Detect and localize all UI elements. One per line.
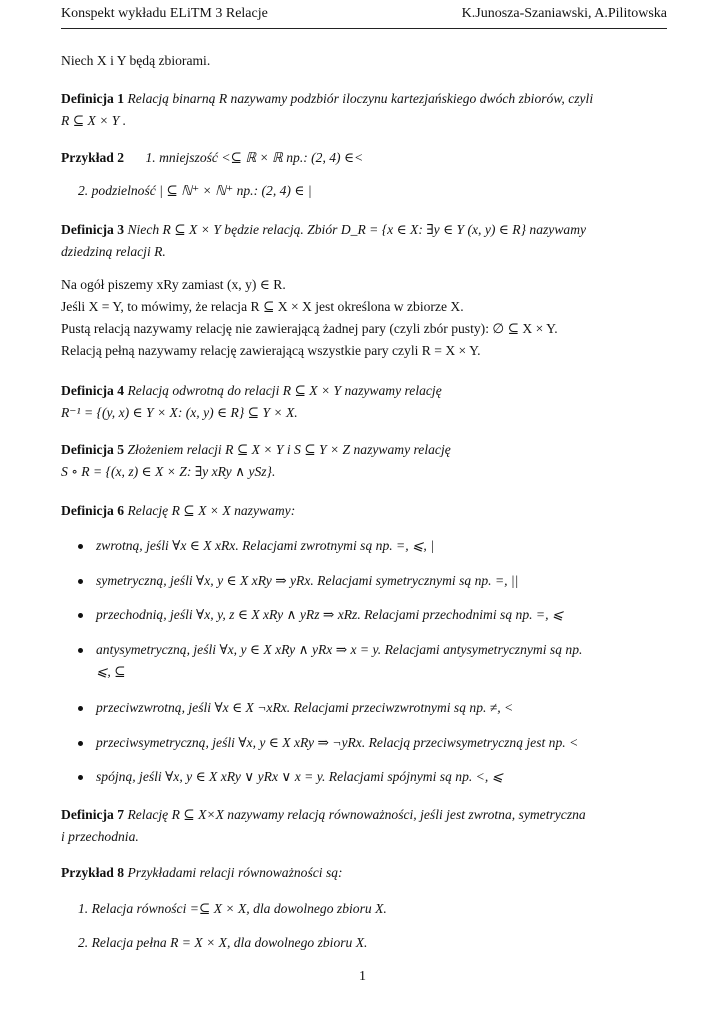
definition-6-text: Relację R ⊆ X × X nazywamy: [127, 503, 296, 518]
note-line: Na ogół piszemy xRy zamiast (x, y) ∈ R. [61, 277, 286, 292]
definition-6 [61, 500, 666, 522]
definition-5-text: Złożeniem relacji R ⊆ X × Y i S ⊆ Y × Z nazywamy relację [127, 442, 451, 457]
property-antisymmetric-cont: ⩽, ⊆ [96, 664, 126, 679]
example-8-item-1: 1. Relacja równości =⊆ X × X, dla dowolnego zbioru X. [78, 901, 387, 916]
bullet-icon [78, 706, 83, 711]
definition-7-label: Definicja 7 [61, 807, 125, 822]
page-number: 1 [359, 969, 366, 984]
definition-1-cont: R ⊆ X × Y . [61, 113, 127, 128]
list-item [80, 697, 666, 719]
bullet-icon [78, 648, 83, 653]
list-item [80, 766, 666, 788]
definition-6-label: Definicja 6 [61, 503, 125, 518]
property-antisymmetric: antysymetryczną, jeśli ∀x, y ∈ X xRy ∧ yRx ⇒ x = y. Relacjami antysymetrycznymi są np. [96, 642, 583, 657]
definition-3-cont: dziedziną relacji R. [61, 244, 166, 259]
definition-7 [61, 804, 666, 848]
header-authors: K.Junosza-Szaniawski, A.Pilitowska [461, 6, 667, 21]
example-8-item-2: 2. Relacja pełna R = X × X, dla dowolnego zbioru X. [78, 935, 368, 950]
note-line: Jeśli X = Y, to mówimy, że relacja R ⊆ X × X jest określona w zbiorze X. [61, 299, 464, 314]
bullet-icon [78, 775, 83, 780]
property-transitive: przechodnią, jeśli ∀x, y, z ∈ X xRy ∧ yRz ⇒ xRz. Relacjami przechodnimi są np. =, ⩽ [96, 607, 564, 622]
definition-7-cont: i przechodnia. [61, 829, 139, 844]
definition-5-cont: S ∘ R = {(x, z) ∈ X × Z: ∃y xRy ∧ ySz}. [61, 464, 276, 479]
example-2-item-1: 1. mniejszość <⊆ ℝ × ℝ np.: (2, 4) ∈< [145, 150, 364, 165]
example-2-item-2: 2. podzielność | ⊆ ℕ⁺ × ℕ⁺ np.: (2, 4) ∈ | [78, 183, 312, 198]
note-line: Relacją pełną nazywamy relację zawierającą wszystkie pary czyli R = X × Y. [61, 343, 481, 358]
header-title: Konspekt wykładu ELiTM 3 Relacje [61, 6, 268, 21]
list-item [80, 639, 666, 683]
list-item [80, 604, 666, 626]
definition-1-label: Definicja 1 [61, 91, 125, 106]
definition-5 [61, 439, 666, 483]
bullet-icon [78, 613, 83, 618]
definition-1 [61, 88, 666, 132]
bullet-icon [78, 544, 83, 549]
definition-1-text: Relacją binarną R nazywamy podzbiór iloczynu kartezjańskiego dwóch zbiorów, czyli [127, 91, 594, 106]
property-asymmetric: przeciwsymetryczną, jeśli ∀x, y ∈ X xRy ⇒ ¬yRx. Relacją przeciwsymetryczną jest np. < [96, 735, 579, 750]
example-2 [61, 147, 666, 169]
definition-4-text: Relacją odwrotną do relacji R ⊆ X × Y nazywamy relację [127, 383, 442, 398]
property-irreflexive: przeciwzwrotną, jeśli ∀x ∈ X ¬xRx. Relacjami przeciwzwrotnymi są np. ≠, < [96, 700, 514, 715]
list-item [80, 570, 666, 592]
property-connected: spójną, jeśli ∀x, y ∈ X xRy ∨ yRx ∨ x = y. Relacjami spójnymi są np. <, ⩽ [96, 769, 504, 784]
example-2-label: Przykład 2 [61, 150, 125, 165]
definition-3-label: Definicja 3 [61, 222, 125, 237]
note-line: Pustą relacją nazywamy relację nie zawierającą żadnej pary (czyli zbór pusty): ∅ ⊆ X × Y. [61, 321, 558, 336]
example-8-text: Przykładami relacji równoważności są: [127, 865, 343, 880]
example-8 [61, 862, 666, 884]
definition-4 [61, 380, 666, 424]
definition-3-text: Niech R ⊆ X × Y będzie relacją. Zbiór D_R = {x ∈ X: ∃y ∈ Y (x, y) ∈ R} nazywamy [127, 222, 587, 237]
intro-line: Niech X i Y będą zbiorami. [61, 53, 211, 68]
property-symmetric: symetryczną, jeśli ∀x, y ∈ X xRy ⇒ yRx. Relacjami symetrycznymi są np. =, || [96, 573, 519, 588]
definition-7-text: Relację R ⊆ X×X nazywamy relacją równoważności, jeśli jest zwrotna, symetryczna [127, 807, 586, 822]
example-8-label: Przykład 8 [61, 865, 125, 880]
bullet-icon [78, 579, 83, 584]
notes-paragraph [61, 274, 666, 362]
definition-4-label: Definicja 4 [61, 383, 125, 398]
property-reflexive: zwrotną, jeśli ∀x ∈ X xRx. Relacjami zwrotnymi są np. =, ⩽, | [96, 538, 434, 553]
list-item [80, 732, 666, 754]
definition-4-cont: R⁻¹ = {(y, x) ∈ Y × X: (x, y) ∈ R} ⊆ Y × X. [61, 405, 298, 420]
definition-5-label: Definicja 5 [61, 442, 125, 457]
bullet-icon [78, 741, 83, 746]
list-item [80, 535, 666, 557]
running-header [61, 6, 667, 29]
definition-3 [61, 219, 666, 263]
